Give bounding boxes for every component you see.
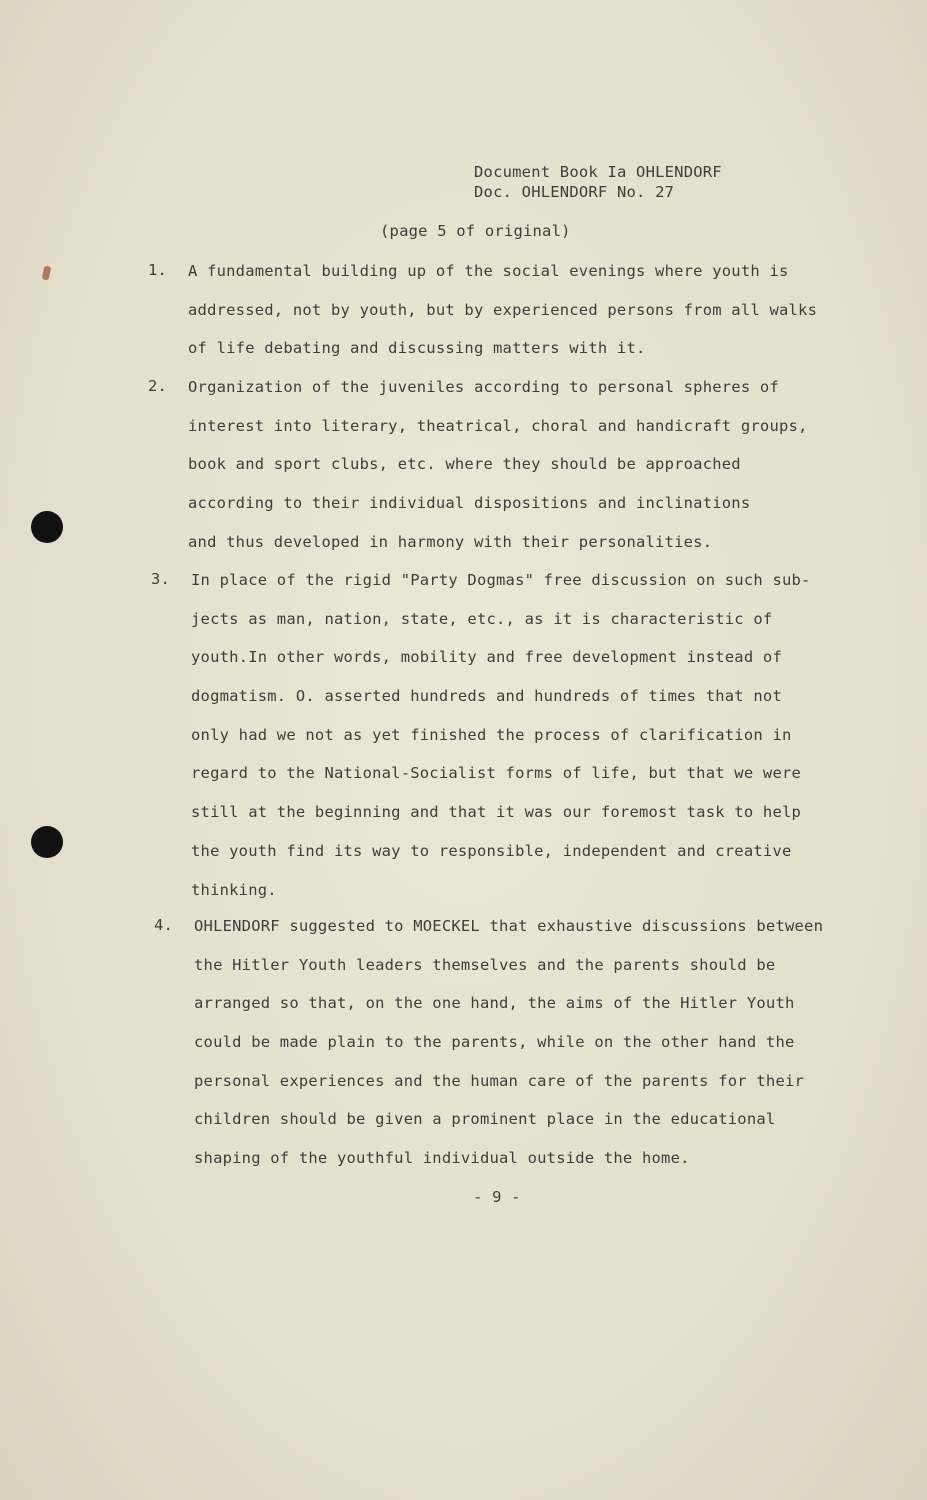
item-line: OHLENDORF suggested to MOECKEL that exhaustive discussions between <box>194 917 824 935</box>
item-line: the youth find its way to responsible, independent and creative <box>191 841 792 860</box>
item-line: regard to the National-Socialist forms of life, but that we were <box>191 764 802 783</box>
item-line: and thus developed in harmony with their personalities. <box>188 532 713 551</box>
item-number: 3. <box>151 570 171 588</box>
item-text <box>188 261 838 377</box>
list-item <box>148 261 838 377</box>
punch-hole-bottom <box>31 826 63 858</box>
item-line: jects as man, nation, state, etc., as it is characteristic of <box>191 609 773 628</box>
item-line: children should be given a prominent place in the educational <box>194 1110 776 1129</box>
item-text <box>191 570 841 918</box>
item-line: addressed, not by youth, but by experienced persons from all walks <box>188 300 818 319</box>
item-line: of life debating and discussing matters with it. <box>188 339 646 358</box>
paper-stain-mark <box>42 265 52 280</box>
item-text <box>194 916 844 1187</box>
item-line: arranged so that, on the one hand, the aims of the Hitler Youth <box>194 994 795 1013</box>
item-line: Organization of the juveniles according to personal spheres of <box>188 378 779 396</box>
list-item <box>151 570 841 918</box>
header-book-line: Document Book Ia OHLENDORF <box>474 163 722 181</box>
item-line: book and sport clubs, etc. where they should be approached <box>188 455 741 474</box>
item-line: dogmatism. O. asserted hundreds and hundreds of times that not <box>191 687 782 706</box>
item-line: could be made plain to the parents, while on the other hand the <box>194 1033 795 1052</box>
item-line: youth.In other words, mobility and free development instead of <box>191 648 782 667</box>
item-line: the Hitler Youth leaders themselves and the parents should be <box>194 955 776 974</box>
item-number: 2. <box>148 377 168 395</box>
item-line: shaping of the youthful individual outside the home. <box>194 1149 690 1168</box>
item-text <box>188 377 838 570</box>
item-line: personal experiences and the human care of the parents for their <box>194 1071 805 1090</box>
document-header <box>474 162 722 202</box>
list-item <box>154 916 844 1187</box>
item-line: according to their individual dispositions and inclinations <box>188 494 751 513</box>
list-item <box>148 377 838 570</box>
item-line: In place of the rigid "Party Dogmas" free discussion on such sub- <box>191 571 811 589</box>
item-line: interest into literary, theatrical, choral and handicraft groups, <box>188 416 808 435</box>
item-line: thinking. <box>191 880 277 899</box>
punch-hole-top <box>31 511 63 543</box>
item-number: 1. <box>148 261 168 279</box>
header-doc-line: Doc. OHLENDORF No. 27 <box>474 183 675 201</box>
original-page-reference: (page 5 of original) <box>380 222 571 240</box>
item-line: only had we not as yet finished the process of clarification in <box>191 725 792 744</box>
page-number: - 9 - <box>473 1188 521 1206</box>
item-line: still at the beginning and that it was our foremost task to help <box>191 803 802 822</box>
item-line: A fundamental building up of the social evenings where youth is <box>188 262 789 280</box>
item-number: 4. <box>154 916 174 934</box>
